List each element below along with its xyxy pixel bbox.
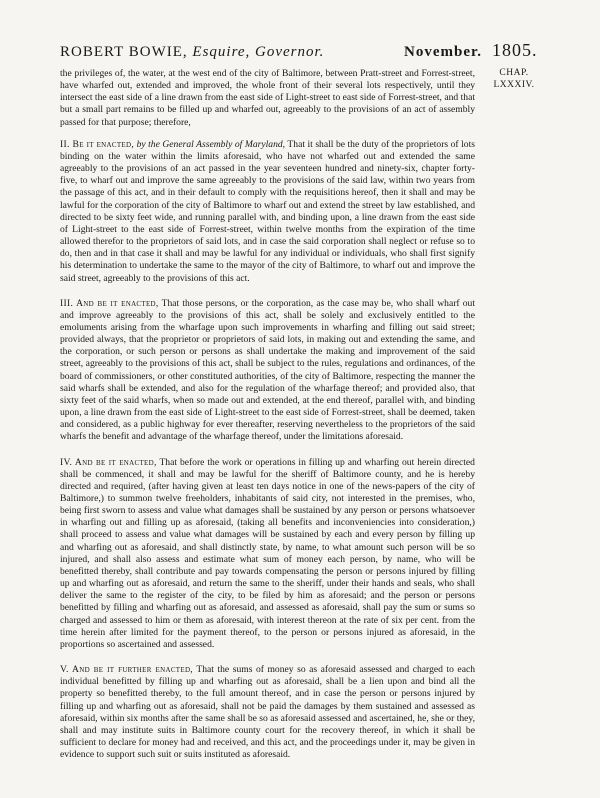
- paragraph-text: That it shall be the duty of the proprietors of lots binding on the water within the limits aforesaid, who have not wharfed out and extended the same agreeably to the provisions of an act passed in the year seventeen hundred and ninety-six, chapter forty-five, to wharf out and improve the same agreeably to the provisions of the said law, within two years from the passage of this act, and in their default to comply with the requisitions hereof, then it shall and may be lawful for the corporation of the city of Baltimore to wharf out and extend the street by law established, and directed to be sixty feet wide, and running parallel with, and binding upon, a line drawn from the east side of Light-street to the east side of Forrest-street, within twelve months from the expiration of the time allowed therefor to the proprietors of said lots, and in case the said corporation shall neglect or refuse so to do, then and in that case it shall and may be lawful for any individual or individuals, who shall first signify his determination to undertake the same to the mayor of the city of Baltimore, to wharf out and improve the said street, agreeably to the provisions of this act.: [60, 138, 475, 284]
- section-v: [60, 664, 475, 761]
- section-iii: [60, 298, 475, 444]
- chapter-margin-note: [484, 67, 544, 91]
- running-header: [60, 40, 540, 64]
- chapter-number: LXXXIV.: [493, 80, 535, 90]
- section-lead: III. And be it enacted,: [60, 297, 159, 309]
- header-office: Governor.: [255, 44, 325, 60]
- paragraph-text: That the sums of money so as aforesaid assessed and charged to each individual benefitted by filling up and wharfing out as aforesaid, shall be a lien upon and bind all the property so benefitted thereby, to the full amount thereof, and in case the person or persons injured by filling up and wharfing out as aforesaid, shall not be paid the damages by them sustained and assessed as aforesaid, within six months after the same shall be so as aforesaid assessed and ascertained, he, she or they, shall and may institute suits in Baltimore county court for the recovery thereof, in which it shall be sufficient to declare for money had and received, and this act, and the proceedings under it, may be given in evidence to support such suit or suits instituted as aforesaid.: [60, 664, 476, 761]
- header-month: November.: [404, 44, 483, 60]
- header-author: ROBERT BOWIE,: [60, 44, 188, 60]
- header-year: 1805.: [492, 40, 538, 60]
- paragraph-text: the privileges of, the water, at the west end of the city of Baltimore, between Pratt-street and Forrest-street, have wharfed out, extended and improved, the whole front of their several lots respectively, until they intersect the east side of a line drawn from the east side of Light-street to east side of Forrest-street, and that but a small part remains to be filled up and wharfed out, agreeably to the provisions of an act of assembly passed for that purpose; therefore,: [60, 68, 475, 128]
- header-title: [60, 44, 324, 61]
- section-ii: [60, 139, 475, 285]
- section-iv: [60, 457, 475, 652]
- section-lead: IV. And be it enacted,: [60, 456, 157, 468]
- paragraph-continuation: [60, 68, 475, 129]
- paragraph-text: That those persons, or the corporation, as the case may be, who shall wharf out and improve agreeably to the provisions of this act, shall be solely and exclusively entitled to the emoluments arising from the wharfage upon such improvements in wharfing and filling out said street; provided always, that the proprietor or proprietors of said lots, in making out and extending the same, and the corporation, or such person or persons as shall undertake the making and improvement of the said street, agreeably to the provisions of this act, shall be subject to the rules, regulations and ordinances, of the board of commissioners, or other constituted authorities, of the city of Baltimore, respecting the manner the said wharfs shall be extended, and also for the regulation of the wharfage thereof; and provided also, that sixty feet of the said wharfs, when so made out and extended, at the end thereof, parallel with, and binding upon, a line drawn from the east side of Light-street to the east side of Forrest-street, shall be deemed, taken and considered, as a public highway for ever thereafter, reserving nevertheless to the proprietors of the said wharfs the benefit and advantage of the wharfage thereof, under the limitations aforesaid.: [60, 297, 475, 443]
- chapter-label: CHAP.: [499, 68, 529, 78]
- document-body: [60, 68, 475, 774]
- section-italic: by the General Assembly of Maryland,: [136, 138, 286, 150]
- section-lead: II. Be it enacted,: [60, 138, 135, 150]
- header-rank: Esquire,: [192, 44, 251, 60]
- paragraph-text: That before the work or operations in filling up and wharfing out herein directed shall be commenced, it shall and may be lawful for the sheriff of Baltimore county, and he is hereby directed and required, (after having given at least ten days notice in one of the news-papers of the city of Baltimore,) to summon twelve freeholders, inhabitants of said city, not interested in the premises, who, being first sworn to assess and value what damages shall be sustained by any person or persons whatsoever in wharfing out and filling up as aforesaid, (taking all benefits and inconveniencies into consideration,) shall proceed to assess and value what damages will be sustained by each and every person by filling up and wharfing out as aforesaid, and shall distinctly state, by name, to what amount such person will be so injured, and shall also assess and estimate what sum of money each person, by name, who will be benefitted thereby, shall contribute and pay towards compensating the person or persons injured by filling up and wharfing out as aforesaid, and return the same to the sheriff, under their hands and seals, who shall deliver the same to the register of the city, to be filed by him as aforesaid; and the person or persons benefitted by filling and wharfing out as aforesaid, and assessed as aforesaid, shall pay the sum or sums so charged and assessed to him or them as aforesaid, with interest thereon at the rate of six per cent. from the time herein after limited for the payment thereof, to the person or persons injured as aforesaid, in the proportions so ascertained and assessed.: [60, 456, 475, 650]
- section-lead: V. And be it further enacted,: [60, 664, 193, 676]
